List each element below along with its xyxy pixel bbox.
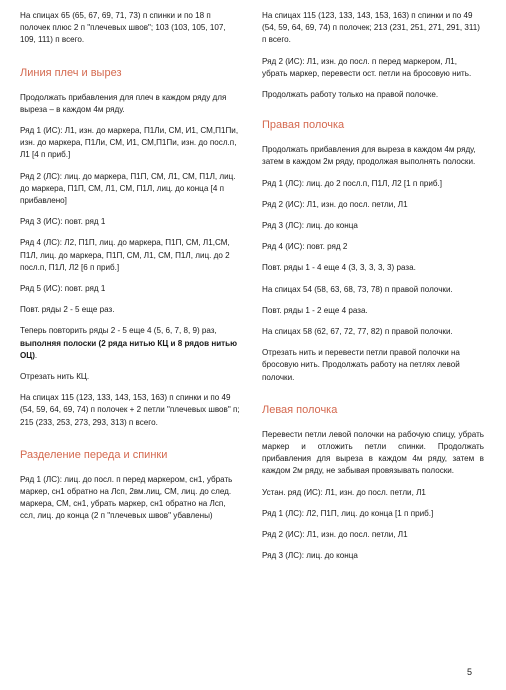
section-heading-left-front: Левая полочка [262, 403, 338, 416]
row-instruction: Ряд 3 (ЛС): лиц. до конца [262, 551, 358, 561]
row-instruction: Ряд 2 (ИС): Л1, изн. до посл. петли, Л1 [262, 199, 408, 209]
stripes-paragraph [20, 325, 242, 362]
row-instruction: Устан. ряд (ИС): Л1, изн. до посл. петли, Л1 [262, 487, 426, 497]
paragraph: Продолжать работу только на правой полочке. [262, 90, 439, 100]
paragraph: Отрезать нить и перевести петли правой полочки на бросовую нить. Продолжать работу на петлях левой полочки. [262, 348, 460, 382]
paragraph: Повт. ряды 1 - 2 еще 4 раза. [262, 305, 368, 315]
row-instruction: Ряд 1 (ЛС): лиц. до 2 посл.п, П1Л, Л2 [1 п приб.] [262, 178, 443, 188]
paragraph: На спицах 115 (123, 133, 143, 153, 163) п спинки и по 49 (54, 59, 64, 69, 74) п полочек + 2 петли "плечевых швов" п; 215 (233, 253, 273, 293, 313) п всего. [20, 393, 240, 427]
row-instruction: Ряд 4 (ЛС): Л2, П1П, лиц. до маркера, П1П, СМ, Л1,СМ, П1Л, лиц. до маркера, П1П, СМ, Л1, СМ, П1Л, лиц. до 2 посл.п, П1Л, Л2 [6 п приб.] [20, 238, 230, 272]
row-instruction: Ряд 5 (ИС): повт. ряд 1 [20, 284, 106, 294]
paragraph: Отрезать нить КЦ. [20, 372, 90, 382]
row-instruction: Ряд 2 (ЛС): лиц. до маркера, П1П, СМ, Л1, СМ, П1Л, лиц. до маркера, П1П, СМ, Л1, СМ, П1Л, лиц. до конца [4 п прибавлено] [20, 171, 236, 206]
text-segment: . [34, 350, 38, 360]
left-column [20, 10, 242, 532]
row-instruction: Ряд 1 (ЛС): лиц. до посл. п перед маркером, сн1, убрать маркер, сн1 обратно на Лсп, 2вм.лиц, СМ, лиц. до след. маркера, СМ, сн1, убрать маркер, сн1 обратно на Лсп, ссл, лиц. до конца (2 п "плечевых швов" убавлены) [20, 474, 233, 521]
paragraph: Повт. ряды 1 - 4 еще 4 (3, 3, 3, 3, 3) раза. [262, 263, 416, 273]
paragraph: На спицах 115 (123, 133, 143, 153, 163) п спинки и по 49 (54, 59, 64, 69, 74) п полочек; 213 (231, 251, 271, 291, 311) п всего. [262, 11, 480, 45]
row-instruction: Ряд 3 (ЛС): лиц. до конца [262, 221, 358, 231]
row-instruction: Ряд 2 (ИС): Л1, изн. до посл. петли, Л1 [262, 530, 408, 540]
paragraph: На спицах 54 (58, 63, 68, 73, 78) п правой полочки. [262, 284, 453, 294]
paragraph: Перевести петли левой полочки на рабочую спицу, убрать маркер и отложить петли спинки. Продолжать прибавления для выреза в каждом 4м ряду, затем в каждом 2м ряду, не забывая провязывать полоски. [262, 429, 484, 476]
row-instruction: Ряд 4 (ИС): повт. ряд 2 [262, 242, 348, 252]
paragraph: На спицах 58 (62, 67, 72, 77, 82) п правой полочки. [262, 327, 453, 337]
row-instruction: Ряд 1 (ЛС): Л2, П1П, лиц. до конца [1 п приб.] [262, 508, 434, 518]
row-instruction: Ряд 1 (ИС): Л1, изн. до маркера, П1Ли, СМ, И1, СМ,П1Пи, изн. до маркера, П1Ли, СМ, И1, СМ,П1Пи, изн. до посл.п, Л1 [4 п приб.] [20, 126, 239, 160]
paragraph: Продолжать прибавления для плеч в каждом ряду для выреза – в каждом 4м ряду. [20, 92, 227, 114]
row-instruction: Ряд 3 (ИС): повт. ряд 1 [20, 217, 106, 227]
section-heading-division: Разделение переда и спинки [20, 448, 168, 461]
paragraph: Продолжать прибавления для выреза в каждом 4м ряду, затем в каждом 2м ряду, продолжая выполнять полоски. [262, 145, 476, 167]
right-column [262, 10, 484, 571]
text-segment: Теперь повторить ряды 2 - 5 еще 4 (5, 6, 7, 8, 9) раз, [20, 326, 217, 336]
paragraph: Повт. ряды 2 - 5 еще раз. [20, 305, 115, 315]
page-number: 5 [466, 667, 472, 677]
section-heading-shoulder-neckline: Линия плеч и вырез [20, 66, 122, 79]
section-heading-right-front: Правая полочка [262, 119, 345, 132]
row-instruction: Ряд 2 (ИС): Л1, изн. до посл. п перед маркером, Л1, убрать маркер, перевести ост. петли на бросовую нить. [262, 56, 472, 78]
bold-text: выполняя полоски (2 ряда нитью КЦ и 8 рядов нитью ОЦ) [20, 338, 238, 360]
intro-paragraph: На спицах 65 (65, 67, 69, 71, 73) п спинки и по 18 п полочек плюс 2 п "плечевых швов"; 103 (103, 105, 107, 109, 111) п всего. [20, 11, 226, 45]
